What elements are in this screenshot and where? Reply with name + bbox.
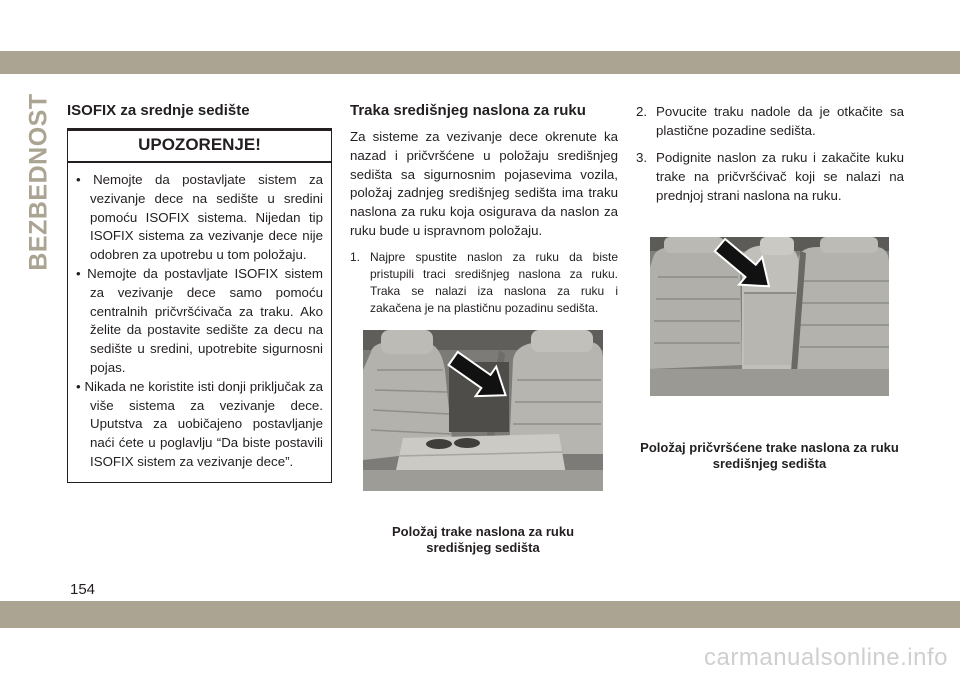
armrest-strap-attached-photo [650, 237, 889, 396]
warning-header [68, 129, 331, 163]
step-item [350, 249, 618, 317]
section-label-text: BEZBEDNOST [24, 93, 53, 271]
warning-title: UPOZORENJE! [68, 131, 331, 163]
warning-box [67, 128, 332, 483]
figure-caption-1: Položaj trake naslona za ruku središnjeg sedišta [391, 524, 575, 555]
step-item [636, 148, 904, 205]
page-number: 154 [70, 581, 96, 598]
bottom-band [0, 601, 960, 628]
step-item [636, 102, 904, 140]
figure-caption-2: Položaj pričvršćene trake naslona za ruku središnjeg sedišta [640, 440, 899, 471]
right-column [636, 102, 904, 213]
left-column [67, 102, 332, 483]
watermark: carmanualsonline.info [704, 644, 948, 671]
warning-item: • Nemojte da postavljate ISOFIX sistem za vezivanje dece samo pomoću centralnih pričvršćivača za traku. Ako želite da postavite sedište za decu na sedište u sredini, upotrebite sigurnosni pojas. [76, 265, 323, 378]
section-side-label [22, 93, 56, 271]
top-band [0, 51, 960, 74]
armrest-paragraph: Za sisteme za vezivanje dece okrenute ka nazad i pričvršćene u položaju središnjeg sedišta sa sigurnosnim pojasevima vozila, položaj zadnjeg središnjeg sedišta ima traku naslona za ruku koja osigurava da naslon za ruku bude u ispravnom položaju. [350, 129, 618, 238]
step-number: 3. [636, 150, 648, 165]
warning-item: • Nemojte da postavljate sistem za vezivanje dece na sedište u sredini pomoću ISOFIX sistema. Nijedan tip ISOFIX sistema za vezivanje dece nije odobren za upotrebu u tom položaju. [76, 171, 323, 265]
isofix-heading: ISOFIX za srednje sedište [67, 102, 250, 119]
step-text: Podignite naslon za ruku i zakačite kuku trake na pričvršćivač koji se nalazi na prednjoj strani naslona na ruku. [656, 150, 904, 203]
steps-list-2 [636, 102, 904, 205]
middle-column [350, 102, 618, 323]
warning-item: • Nikada ne koristite isti donji priključak za više sistema za vezivanje dece. Uputstva za uobičajeno postavljanje naći ćete u poglavlju “Da biste postavili ISOFIX sistem za vezivanje dece”. [76, 378, 323, 472]
step-text: Povucite traku nadole da je otkačite sa plastične pozadine sedišta. [656, 104, 904, 138]
steps-list-1 [350, 249, 618, 317]
step-text: Najpre spustite naslon za ruku da biste pristupili traci središnjeg naslona za ruku. Traka se nalazi iza naslona za ruku i zakačena je na plastičnu pozadinu sedišta. [370, 249, 618, 315]
step-number: 1. [350, 249, 361, 264]
warning-list [68, 163, 331, 482]
armrest-strap-heading: Traka središnjeg naslona za ruku [350, 102, 586, 119]
step-number: 2. [636, 104, 648, 119]
armrest-strap-photo [363, 330, 603, 491]
